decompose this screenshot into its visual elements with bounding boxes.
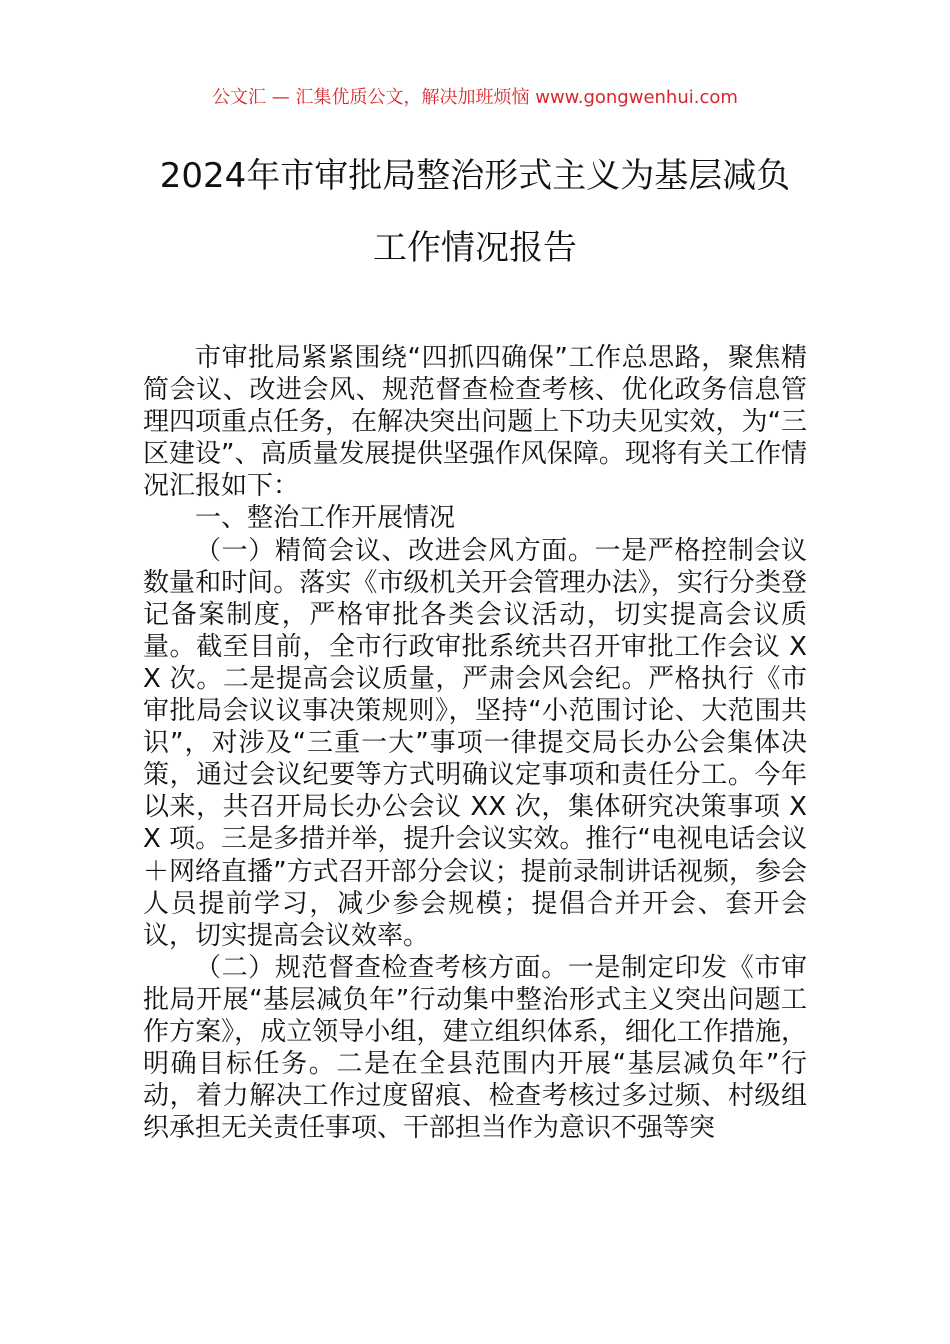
paragraph-inspections: （二）规范督查检查考核方面。一是制定印发《市审批局开展“基层减负年”行动集中整治形式主义突出问题工作方案》，成立领导小组，建立组织体系，细化工作措施，明确目标任务。二是在全县范围内开展“基层减负年”行动，着力解决工作过度留痕、检查考核过多过频、村级组织承担无关责任事项、干部担当作为意识不强等突 [143, 952, 807, 1144]
title-line-2: 工作情况报告 [373, 228, 577, 268]
document-body [143, 342, 807, 1144]
title-line-1: 2024年市审批局整治形式主义为基层减负 [159, 156, 791, 196]
section-heading-1: 一、整治工作开展情况 [195, 503, 456, 534]
header-banner[interactable]: 公文汇 — 汇集优质公文，解决加班烦恼 www.gongwenhui.com [212, 87, 738, 108]
paragraph-meetings: （一）精简会议、改进会风方面。一是严格控制会议数量和时间。落实《市级机关开会管理办法》，实行分类登记备案制度，严格审批各类会议活动，切实提高会议质量。截至目前，全市行政审批系统共召开审批工作会议 XX 次。二是提高会议质量，严肃会风会纪。严格执行《市审批局会议议事决策规则》，坚持“小范围讨论、大范围共识”，对涉及“三重一大”事项一律提交局长办公会集体决策，通过会议纪要等方式明确议定事项和责任分工。今年以来，共召开局长办公会议 XX 次，集体研究决策事项 XX 项。三是多措并举，提升会议实效。推行“电视电话会议＋网络直播”方式召开部分会议；提前录制讲话视频，参会人员提前学习，减少参会规模；提倡合并开会、套开会议，切实提高会议效率。 [143, 535, 807, 951]
document-title [100, 150, 850, 274]
intro-paragraph: 市审批局紧紧围绕“四抓四确保”工作总思路，聚焦精简会议、改进会风、规范督查检查考核、优化政务信息管理四项重点任务，在解决突出问题上下功夫见实效，为“三区建设”、高质量发展提供坚强作风保障。现将有关工作情况汇报如下： [143, 343, 807, 502]
